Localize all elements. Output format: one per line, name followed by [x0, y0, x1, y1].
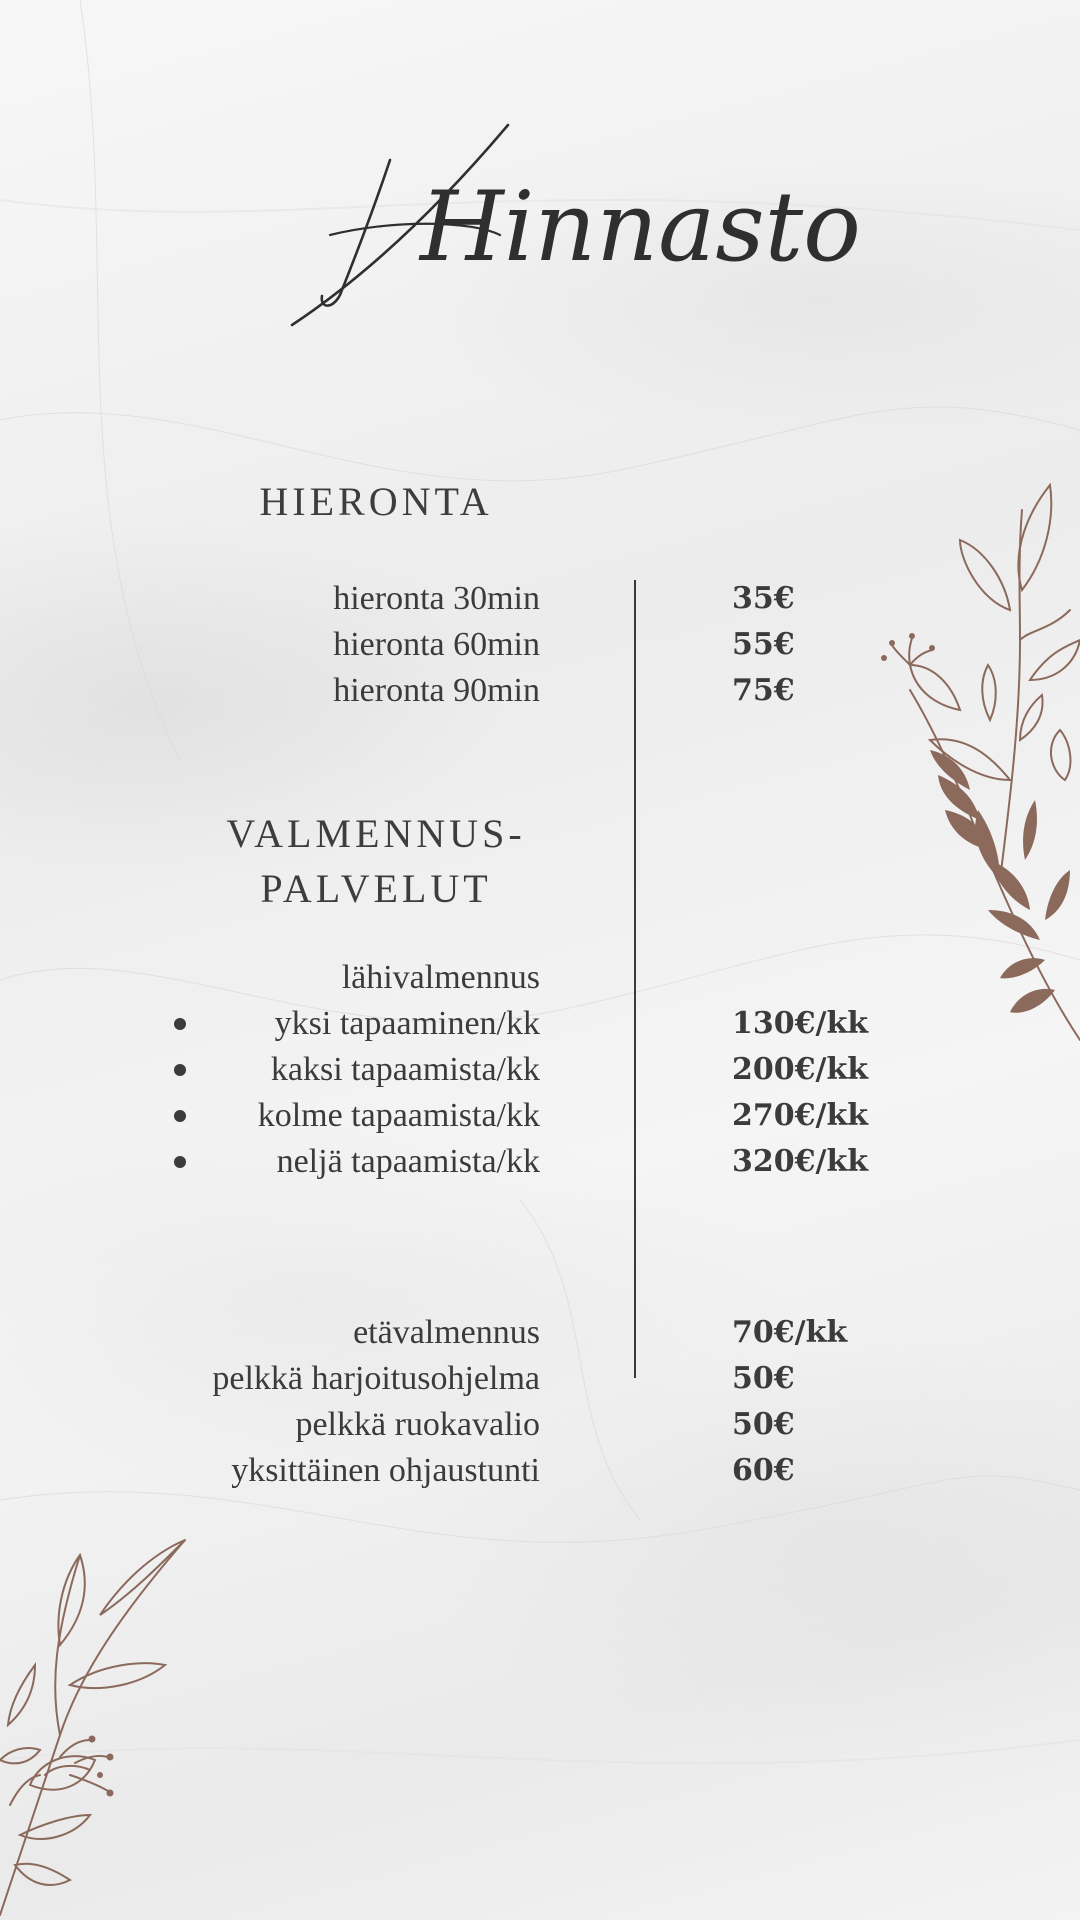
- service-label: kolme tapaamista/kk: [257, 1097, 540, 1134]
- service-label: yksittäinen ohjaustunti: [231, 1452, 540, 1489]
- section-title-coaching-line2: PALVELUT: [260, 866, 492, 911]
- price-row: [0, 1093, 1080, 1139]
- service-label: pelkkä ruokavalio: [295, 1406, 540, 1443]
- service-price: 270€/kk: [732, 1098, 869, 1133]
- service-label: pelkkä harjoitusohjelma: [212, 1360, 540, 1397]
- service-label: neljä tapaamista/kk: [276, 1143, 540, 1180]
- service-price: 70€/kk: [732, 1315, 848, 1350]
- service-price: 60€: [732, 1453, 795, 1488]
- bullet-icon: [174, 1018, 186, 1030]
- service-label: hieronta 60min: [333, 626, 540, 663]
- floral-branch-icon: [870, 480, 1080, 1060]
- floral-corner-icon: [0, 1535, 200, 1920]
- price-row: [0, 1356, 1080, 1402]
- price-row: [0, 1310, 1080, 1356]
- service-label: etävalmennus: [353, 1314, 540, 1351]
- service-price: 200€/kk: [732, 1052, 869, 1087]
- service-label: kaksi tapaamista/kk: [270, 1051, 540, 1088]
- bullet-icon: [174, 1110, 186, 1122]
- service-label: hieronta 90min: [333, 672, 540, 709]
- service-price: 55€: [732, 627, 795, 662]
- service-price: 50€: [732, 1361, 795, 1396]
- service-price: 75€: [732, 673, 795, 708]
- bullet-icon: [174, 1064, 186, 1076]
- service-label: yksi tapaaminen/kk: [274, 1005, 540, 1042]
- subsection-label-local: lähivalmennus: [341, 959, 540, 996]
- section-title-massage: HIERONTA: [259, 479, 493, 524]
- price-row: [0, 1139, 1080, 1185]
- service-price: 130€/kk: [732, 1006, 869, 1041]
- price-row: [0, 1448, 1080, 1494]
- service-label: hieronta 30min: [333, 580, 540, 617]
- service-price: 50€: [732, 1407, 795, 1442]
- title-text: Hinnasto: [420, 171, 861, 283]
- page-title: [270, 110, 861, 340]
- service-price: 35€: [732, 581, 795, 616]
- section-title-coaching-line1: VALMENNUS-: [226, 811, 526, 856]
- service-price: 320€/kk: [732, 1144, 869, 1179]
- price-row: [0, 1402, 1080, 1448]
- bullet-icon: [174, 1156, 186, 1168]
